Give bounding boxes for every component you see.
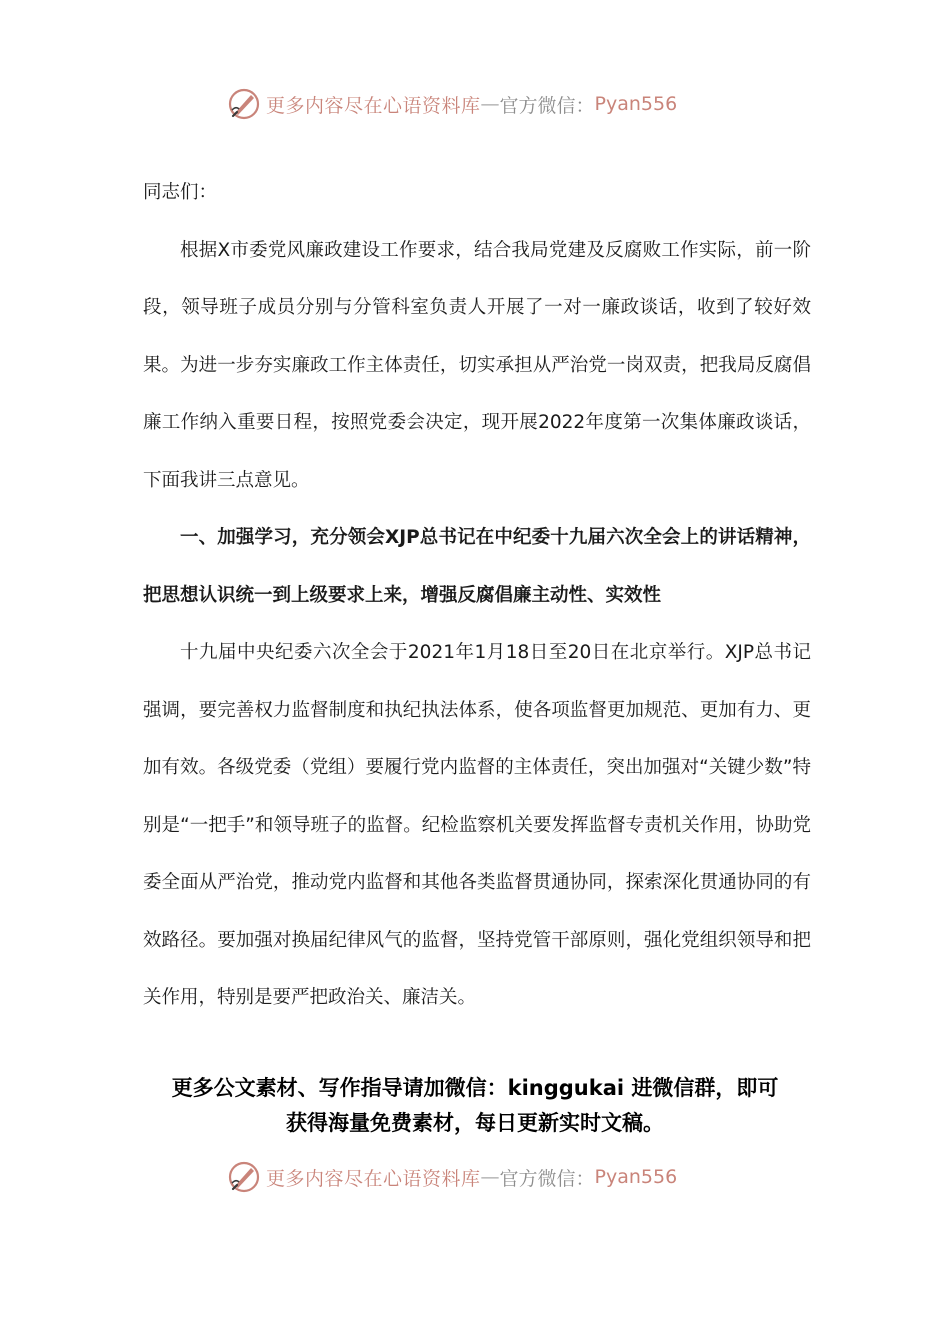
quill-pen-logo-icon <box>226 86 262 122</box>
watermark-site-text: 更多内容尽在心语资料库 <box>266 1167 481 1190</box>
watermark-wechat-id: Pyan556 <box>594 93 678 115</box>
promo-notice <box>130 1071 820 1141</box>
footer-watermark <box>226 1157 746 1197</box>
watermark-wechat-id: Pyan556 <box>594 1166 678 1188</box>
section-heading-1: 一、加强学习，充分领会XJP总书记在中纪委十九届六次全会上的讲话精神，把思想认识统一到上级要求上来，增强反腐倡廉主动性、实效性 <box>143 527 811 606</box>
watermark-site-text: 更多内容尽在心语资料库 <box>266 94 481 117</box>
document-body <box>143 164 811 1027</box>
promo-line-1: 更多公文素材、写作指导请加微信：kinggukai 进微信群，即可 <box>171 1076 779 1100</box>
watermark-separator: — <box>480 93 500 115</box>
watermark-wechat-label: 官方微信： <box>499 94 595 117</box>
watermark-wechat-label: 官方微信： <box>499 1167 595 1190</box>
watermark-separator: — <box>480 1166 500 1188</box>
salutation: 同志们： <box>143 182 218 203</box>
promo-line-2: 获得海量免费素材，每日更新实时文稿。 <box>286 1111 664 1135</box>
quill-pen-logo-icon <box>226 1159 262 1195</box>
body-paragraph: 十九届中央纪委六次全会于2021年1月18日至20日在北京举行。XJP总书记强调，要完善权力监督制度和执纪执法体系，使各项监督更加规范、更加有力、更加有效。各级党委（党组）要履行党内监督的主体责任，突出加强对“关键少数”特别是“一把手”和领导班子的监督。纪检监察机关要发挥监督专责机关作用，协助党委全面从严治党，推动党内监督和其他各类监督贯通协同，探索深化贯通协同的有效路径。要加强对换届纪律风气的监督，坚持党管干部原则，强化党组织领导和把关作用，特别是要严把政治关、廉洁关。 <box>143 642 811 1008</box>
header-watermark <box>226 84 746 124</box>
intro-paragraph: 根据X市委党风廉政建设工作要求，结合我局党建及反腐败工作实际，前一阶段，领导班子成员分别与分管科室负责人开展了一对一廉政谈话，收到了较好效果。为进一步夯实廉政工作主体责任，切实承担从严治党一岗双责，把我局反腐倡廉工作纳入重要日程，按照党委会决定，现开展2022年度第一次集体廉政谈话，下面我讲三点意见。 <box>143 239 811 491</box>
